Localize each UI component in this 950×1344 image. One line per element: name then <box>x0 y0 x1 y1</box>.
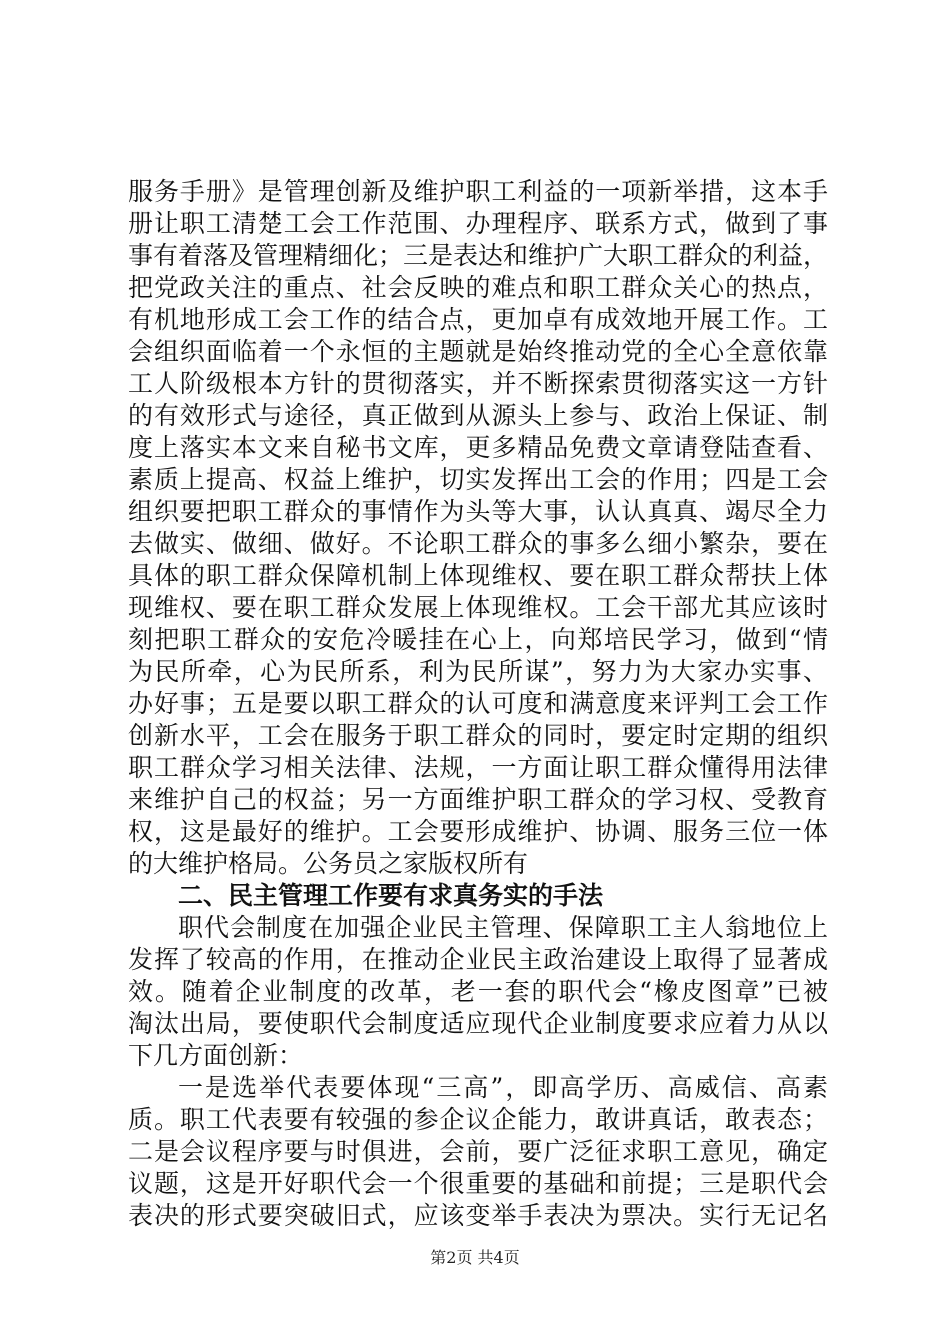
text-line: 去做实、做细、做好。不论职工群众的事多么细小繁杂，要在 <box>128 529 828 558</box>
text-line: 发挥了较高的作用，在推动企业民主政治建设上取得了显著成 <box>128 945 828 974</box>
text-line: 有机地形成工会工作的结合点，更加卓有成效地开展工作。工 <box>128 305 828 334</box>
text-line: 职代会制度在加强企业民主管理、保障职工主人翁地位上 <box>178 913 828 942</box>
text-line: 工人阶级根本方针的贯彻落实，并不断探索贯彻落实这一方针 <box>128 369 828 398</box>
text-line: 职工群众学习相关法律、法规，一方面让职工群众懂得用法律 <box>128 753 828 782</box>
text-line: 权，这是最好的维护。工会要形成维护、协调、服务三位一体 <box>128 817 828 846</box>
text-line: 二是会议程序要与时俱进，会前，要广泛征求职工意见，确定 <box>128 1137 828 1166</box>
text-line: 把党政关注的重点、社会反映的难点和职工群众关心的热点， <box>128 273 828 302</box>
text-line: 议题，这是开好职代会一个很重要的基础和前提；三是职代会 <box>128 1169 828 1198</box>
text-line: 下几方面创新： <box>128 1041 304 1070</box>
section-heading: 二、民主管理工作要有求真务实的手法 <box>178 881 604 910</box>
text-line: 刻把职工群众的安危冷暖挂在心上，向郑培民学习，做到“情 <box>128 625 828 654</box>
text-line: 组织要把职工群众的事情作为头等大事，认认真真、竭尽全力 <box>128 497 828 526</box>
text-line: 事有着落及管理精细化；三是表达和维护广大职工群众的利益， <box>128 241 828 270</box>
text-line: 的大维护格局。公务员之家版权所有 <box>128 849 529 878</box>
text-line: 会组织面临着一个永恒的主题就是始终推动党的全心全意依靠 <box>128 337 828 366</box>
page-number-footer: 第2页 共4页 <box>430 1248 520 1267</box>
text-line: 具体的职工群众保障机制上体现维权、要在职工群众帮扶上体 <box>128 561 828 590</box>
text-line: 素质上提高、权益上维护，切实发挥出工会的作用；四是工会 <box>128 465 828 494</box>
text-line: 册让职工清楚工会工作范围、办理程序、联系方式，做到了事 <box>128 209 828 238</box>
text-line: 来维护自己的权益；另一方面维护职工群众的学习权、受教育 <box>128 785 828 814</box>
text-line: 一是选举代表要体现“三高”，即高学历、高威信、高素 <box>178 1073 828 1102</box>
text-line: 质。职工代表要有较强的参企议企能力，敢讲真话，敢表态； <box>128 1105 828 1134</box>
text-line: 效。随着企业制度的改革，老一套的职代会“橡皮图章”已被 <box>128 977 828 1006</box>
text-line: 创新水平，工会在服务于职工群众的同时，要定时定期的组织 <box>128 721 828 750</box>
text-line: 表决的形式要突破旧式，应该变举手表决为票决。实行无记名 <box>128 1201 828 1230</box>
text-line: 淘汰出局，要使职代会制度适应现代企业制度要求应着力从以 <box>128 1009 828 1038</box>
document-body <box>128 176 828 1232</box>
text-line: 的有效形式与途径，真正做到从源头上参与、政治上保证、制 <box>128 401 828 430</box>
text-line: 度上落实本文来自秘书文库，更多精品免费文章请登陆查看、 <box>128 433 828 462</box>
text-line: 为民所牵，心为民所系，利为民所谋”，努力为大家办实事、 <box>128 657 828 686</box>
text-line: 办好事；五是要以职工群众的认可度和满意度来评判工会工作 <box>128 689 828 718</box>
text-line: 服务手册》是管理创新及维护职工利益的一项新举措，这本手 <box>128 177 828 206</box>
text-line: 现维权、要在职工群众发展上体现维权。工会干部尤其应该时 <box>128 593 828 622</box>
